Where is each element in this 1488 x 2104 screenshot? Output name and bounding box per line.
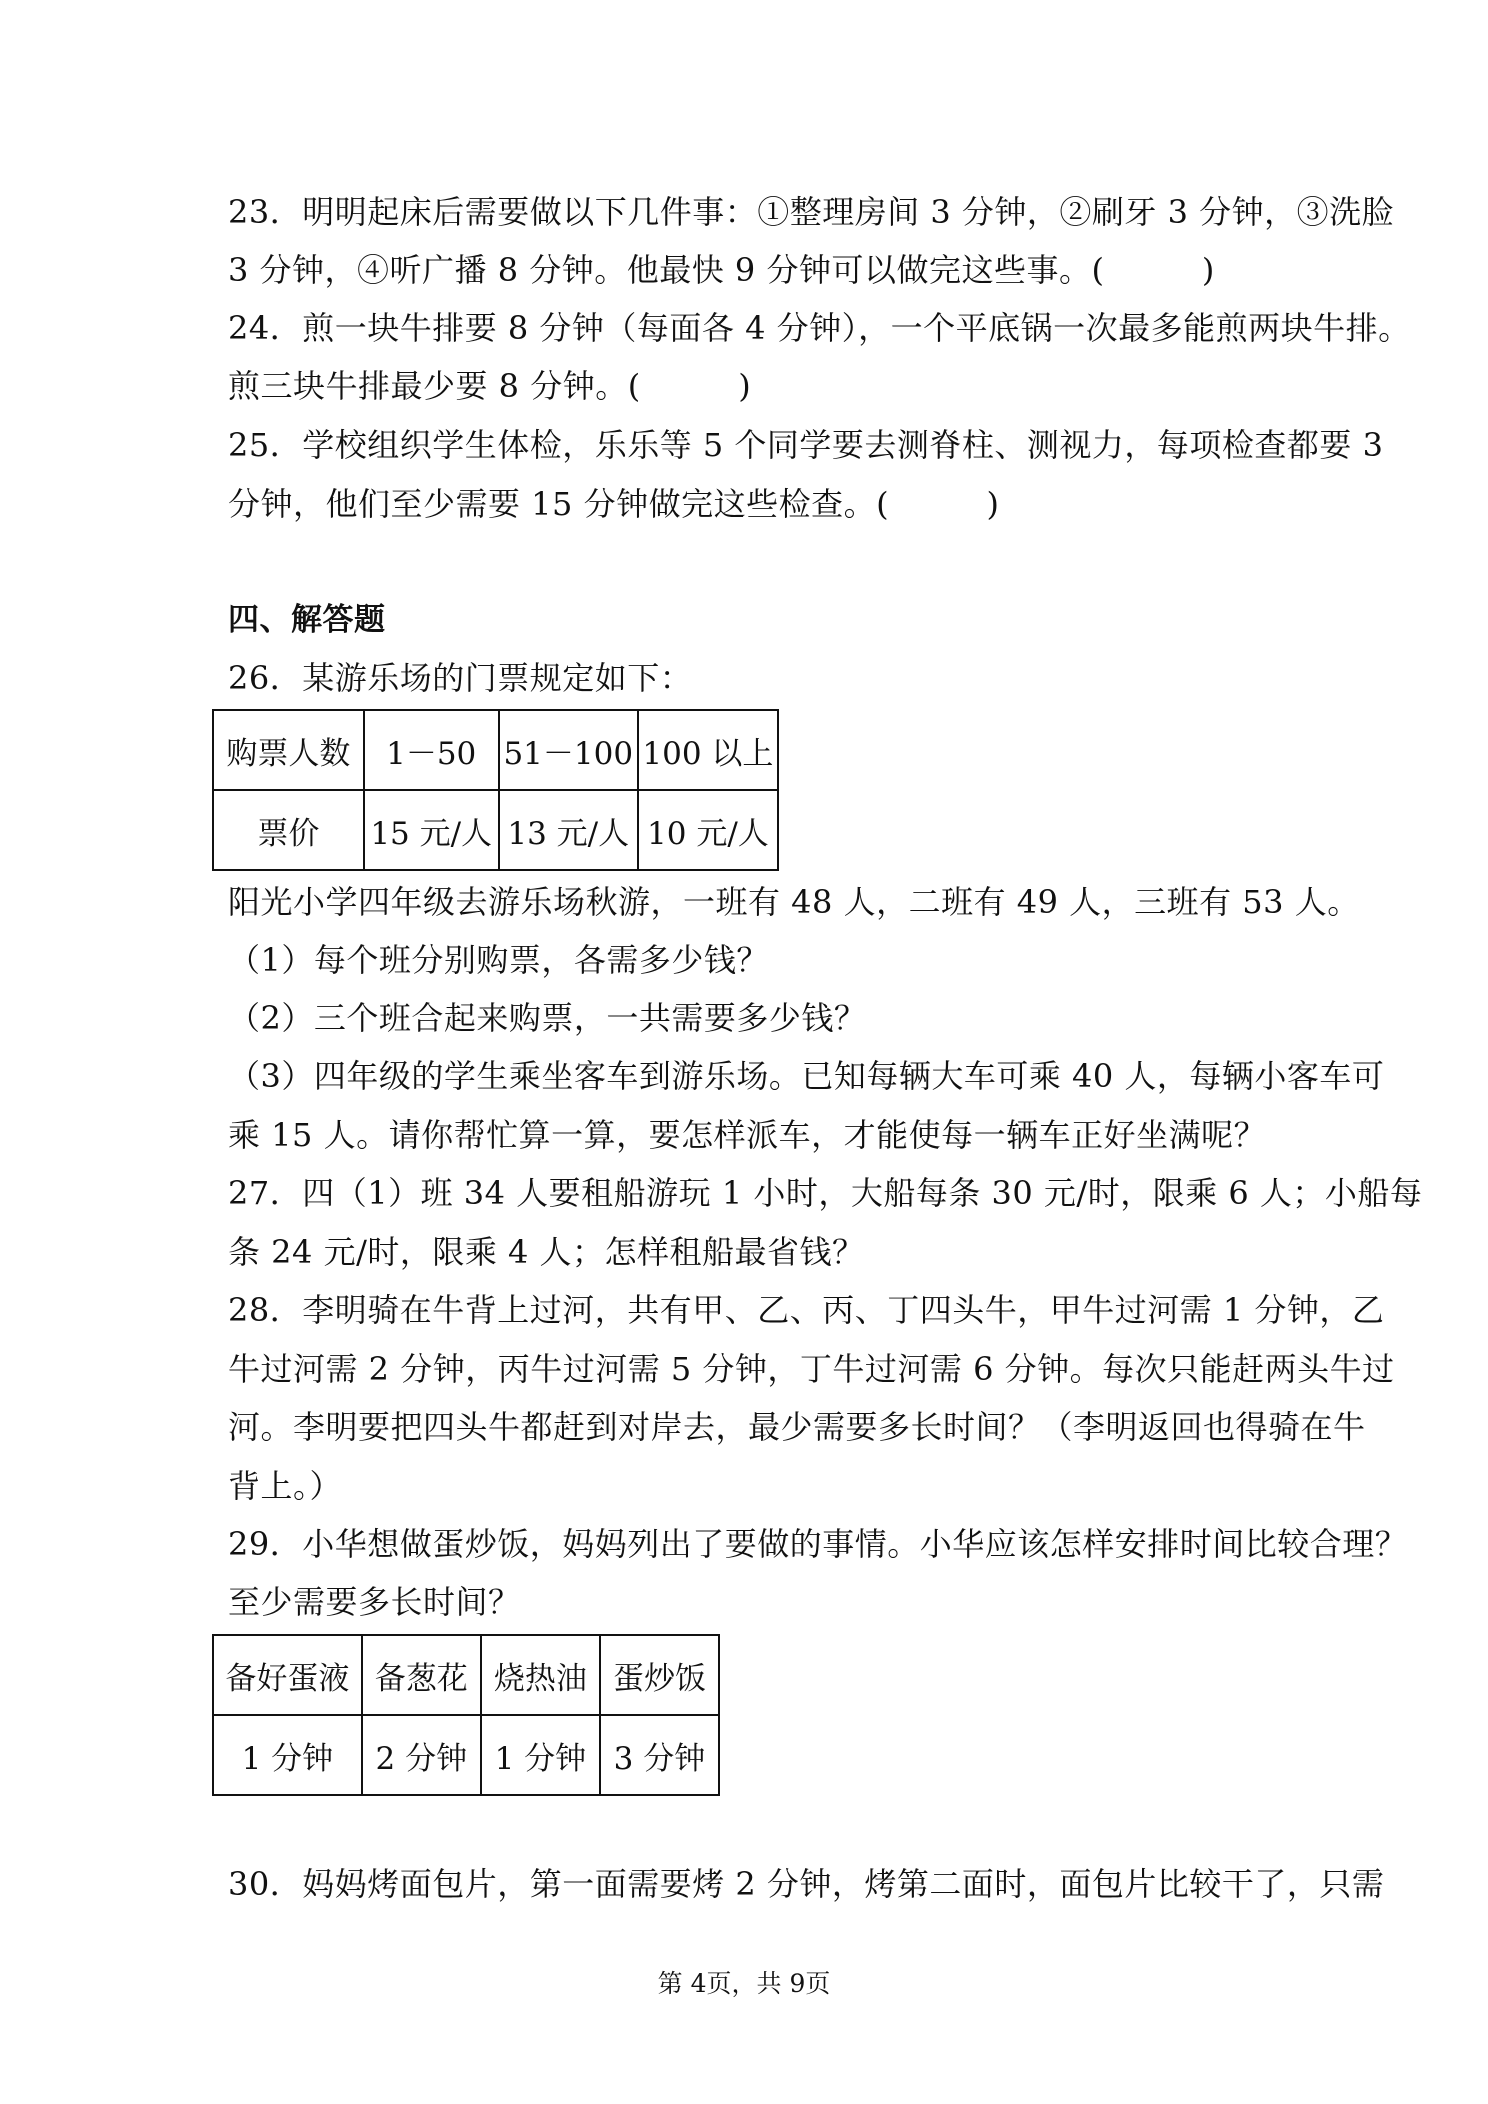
question-26-text: 阳光小学四年级去游乐场秋游，一班有 48 人，二班有 49 人，三班有 53 人。 [228,883,1360,921]
page-number: 第 4页，共 9页 [657,1969,831,1998]
table-row [213,1715,719,1795]
table-cell: 烧热油 [481,1635,600,1715]
question-28-line-3: 河。李明要把四头牛都赶到对岸去，最少需要多长时间？（李明返回也得骑在牛 [228,1408,1366,1446]
table-cell: 15 元/人 [364,790,499,870]
section-title: 四、解答题 [228,602,386,638]
table-row [213,1635,719,1715]
question-28-line-1: 28．李明骑在牛背上过河，共有甲、乙、丙、丁四头牛，甲牛过河需 1 分钟，乙 [228,1291,1385,1329]
table-cell: 1 分钟 [213,1715,362,1795]
cooking-time-table [212,1634,720,1796]
question-26-sub-3-line-2: 乘 15 人。请你帮忙算一算，要怎样派车，才能使每一辆车正好坐满呢？ [228,1116,1267,1154]
table-cell: 购票人数 [213,710,364,790]
table-cell: 蛋炒饭 [600,1635,719,1715]
question-30-line-1: 30．妈妈烤面包片，第一面需要烤 2 分钟，烤第二面时，面包片比较干了，只需 [228,1865,1385,1903]
question-28-line-4: 背上。） [228,1467,343,1505]
question-27-line-2: 条 24 元/时，限乘 4 人；怎样租船最省钱？ [228,1233,865,1271]
table-cell: 2 分钟 [362,1715,481,1795]
question-26-sub-3-line-1: （3）四年级的学生乘坐客车到游乐场。已知每辆大车可乘 40 人，每辆小客车可 [228,1057,1385,1095]
question-23-line-2: 3 分钟，④听广播 8 分钟。他最快 9 分钟可以做完这些事。( ) [228,251,1215,289]
table-cell: 100 以上 [638,710,778,790]
question-26-intro: 26．某游乐场的门票规定如下： [228,659,693,697]
table-row [213,790,778,870]
table-cell: 10 元/人 [638,790,778,870]
table-cell: 13 元/人 [499,790,638,870]
question-24-line-2: 煎三块牛排最少要 8 分钟。( ) [228,367,752,405]
question-26-sub-1: （1）每个班分别购票，各需多少钱？ [228,941,769,979]
table-cell: 3 分钟 [600,1715,719,1795]
table-cell: 1 分钟 [481,1715,600,1795]
question-26-sub-2: （2）三个班合起来购票，一共需要多少钱？ [228,999,867,1037]
question-29-line-2: 至少需要多长时间？ [228,1583,521,1621]
ticket-price-table [212,709,779,871]
table-cell: 备好蛋液 [213,1635,362,1715]
question-28-line-2: 牛过河需 2 分钟，丙牛过河需 5 分钟，丁牛过河需 6 分钟。每次只能赶两头牛过 [228,1350,1395,1388]
table-cell: 票价 [213,790,364,870]
question-25-line-2: 分钟，他们至少需要 15 分钟做完这些检查。( ) [228,485,1000,523]
question-25-line-1: 25．学校组织学生体检，乐乐等 5 个同学要去测脊柱、测视力，每项检查都要 3 [228,426,1384,464]
question-23-line-1: 23．明明起床后需要做以下几件事：①整理房间 3 分钟，②刷牙 3 分钟，③洗脸 [228,193,1395,231]
question-24-line-1: 24．煎一块牛排要 8 分钟（每面各 4 分钟），一个平底锅一次最多能煎两块牛排。 [228,309,1411,347]
table-cell: 1－50 [364,710,499,790]
table-row [213,710,778,790]
table-cell: 51－100 [499,710,638,790]
question-29-line-1: 29．小华想做蛋炒饭，妈妈列出了要做的事情。小华应该怎样安排时间比较合理？ [228,1525,1408,1563]
table-cell: 备葱花 [362,1635,481,1715]
question-27-line-1: 27．四（1）班 34 人要租船游玩 1 小时，大船每条 30 元/时，限乘 6 人；小船每 [228,1174,1423,1212]
